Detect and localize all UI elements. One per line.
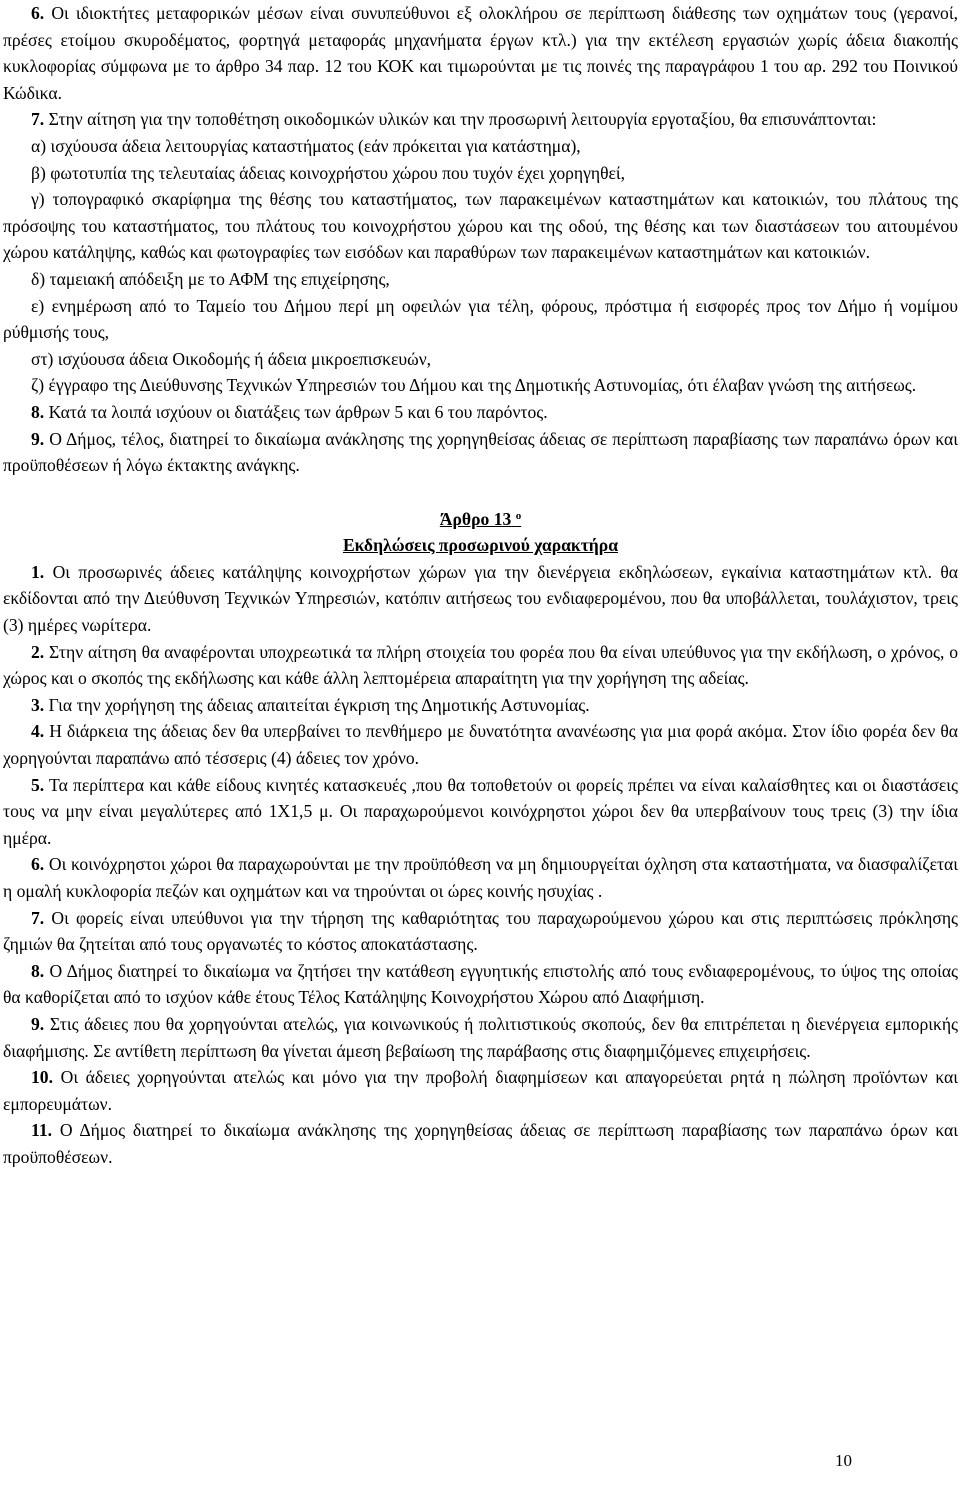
article-item-1	[3, 559, 958, 639]
item-number: 7.	[31, 109, 45, 130]
article-item-3	[3, 692, 958, 719]
item-number: 5.	[31, 774, 45, 795]
item-number: 1.	[31, 561, 45, 582]
article-item-6	[3, 851, 958, 904]
item-text: Τα περίπτερα και κάθε είδους κινητές κατασκευές ,που θα τοποθετούν οι φορείς πρέπει να είναι καλαίσθητες και οι διαστάσεις τους να μην είναι μεγαλύτερες από 1Χ1,5 μ. Οι παραχωρούμενοι κοινόχρηστοι χώροι δεν θα υπερβαίνουν τους τρεις (3) την ίδια ημέρα.	[3, 774, 958, 848]
article-item-10	[3, 1064, 958, 1117]
article-subtitle-text: Εκδηλώσεις προσωρινού χαρακτήρα	[342, 535, 619, 556]
item-text: Στην αίτηση για την τοποθέτηση οικοδομικών υλικών και την προσωρινή λειτουργία εργοταξίου, θα επισυνάπτονται:	[48, 109, 877, 130]
item-number: 7.	[31, 907, 45, 928]
item-number: 3.	[31, 694, 45, 715]
item-number: 9.	[31, 1013, 45, 1034]
item-text: Οι ιδιοκτήτες μεταφορικών μέσων είναι συνυπεύθυνοι εξ ολοκλήρου σε περίπτωση διάθεσης των οχημάτων τους (γερανοί, πρέσες ετοίμου σκυροδέματος, φορτηγά μεταφοράς μηχανήματα έργων κτλ.) για την εκτέλεση εργασιών χωρίς άδεια διακοπής κυκλοφορίας σύμφωνα με το άρθρο 34 παρ. 12 του ΚΟΚ και τιμωρούνται με τις ποινές της παραγράφου 1 του αρ. 292 του Ποινικού Κώδικα.	[3, 3, 958, 103]
item-text: Ο Δήμος διατηρεί το δικαίωμα να ζητήσει την κατάθεση εγγυητικής επιστολής από τους ενδιαφερομένους, το ύψος της οποίας θα καθορίζεται από το ισχύον κάθε έτους Τέλος Κατάληψης Κοινοχρήστου Χώρου από Διαφήμιση.	[3, 960, 958, 1008]
subitem-b: β) φωτοτυπία της τελευταίας άδειας κοινοχρήστου χώρου που τυχόν έχει χορηγηθεί,	[31, 162, 626, 183]
item-text: Η διάρκεια της άδειας δεν θα υπερβαίνει το πενθήμερο με δυνατότητα ανανέωσης για μια φορά ακόμα. Στον ίδιο φορέα δεν θα χορηγούνται παραπάνω από τέσσερις (4) άδειες τον χρόνο.	[3, 721, 958, 769]
article-item-5	[3, 772, 958, 852]
item-number: 4.	[31, 721, 45, 742]
paragraph-6	[3, 0, 958, 106]
article-item-8	[3, 958, 958, 1011]
item-text: Στην αίτηση θα αναφέρονται υποχρεωτικά τα πλήρη στοιχεία του φορέα που θα είναι υπεύθυνος για την εκδήλωση, ο χρόνος, ο χώρος και ο σκοπός της εκδήλωσης και κάθε άλλη λεπτομέρεια απαραίτητη για την χορήγηση της αδείας.	[3, 641, 958, 689]
item-text: Οι άδειες χορηγούνται ατελώς και μόνο για την προβολή διαφημίσεων και απαγορεύεται ρητά η πώληση προϊόντων και εμπορευμάτων.	[3, 1067, 958, 1114]
article-item-7	[3, 905, 958, 958]
item-number: 8.	[31, 401, 45, 422]
article-subtitle	[3, 532, 958, 559]
item-number: 6.	[31, 854, 45, 875]
subitem-st: στ) ισχύουσα άδεια Οικοδομής ή άδεια μικροεπισκευών,	[31, 348, 432, 369]
item-text: Στις άδειες που θα χορηγούνται ατελώς, για κοινωνικούς ή πολιτιστικούς σκοπούς, δεν θα επιτρέπεται η διενέργεια εμπορικής διαφήμισης. Σε αντίθετη περίπτωση θα γίνεται άμεση βεβαίωση της παράβασης στις διαφημιζόμενες επιχειρήσεις.	[3, 1013, 958, 1061]
paragraph-9	[3, 426, 958, 479]
item-number: 11.	[31, 1120, 53, 1141]
page-number: 10	[835, 1451, 852, 1471]
article-item-11	[3, 1117, 958, 1170]
paragraph-7	[3, 106, 958, 133]
subitem-z: ζ) έγγραφο της Διεύθυνσης Τεχνικών Υπηρεσιών του Δήμου και της Δημοτικής Αστυνομίας, ότι έλαβαν γνώση της αιτήσεως.	[31, 375, 917, 396]
item-text: Κατά τα λοιπά ισχύουν οι διατάξεις των άρθρων 5 και 6 του παρόντος.	[48, 401, 548, 422]
article-title-sup: ο	[515, 509, 522, 522]
item-text: Ο Δήμος, τέλος, διατηρεί το δικαίωμα ανάκλησης της χορηγηθείσας άδειας σε περίπτωση παραβίασης των παραπάνω όρων και προϋποθέσεων ή λόγω έκτακτης ανάγκης.	[3, 428, 959, 476]
article-item-9	[3, 1011, 958, 1064]
subitem-c: γ) τοπογραφικό σκαρίφημα της θέσης του καταστήματος, των παρακειμένων καταστημάτων και κατοικιών, του πλάτους της πρόσοψης του καταστήματος, του πλάτους του κοινοχρήστου χώρου και της οδού, της θέσης και των διαστάσεων του αιτουμένου χώρου κατάληψης, καθώς και φωτογραφίες των εισόδων και παραθύρων των παρακειμένων καταστημάτων και κατοικιών.	[3, 189, 958, 263]
article-item-4	[3, 718, 958, 771]
spacer	[3, 479, 958, 506]
article-title-text: Άρθρο 13	[439, 508, 512, 529]
paragraph-8	[3, 399, 958, 426]
subitem-a: α) ισχύουσα άδεια λειτουργίας καταστήματος (εάν πρόκειται για κατάστημα),	[31, 135, 581, 156]
article-item-2	[3, 639, 958, 692]
item-number: 9.	[31, 428, 45, 449]
item-text: Ο Δήμος διατηρεί το δικαίωμα ανάκλησης της χορηγηθείσας άδειας σε περίπτωση παραβίασης των παραπάνω όρων και προϋποθέσεων.	[3, 1120, 958, 1167]
item-number: 6.	[31, 3, 45, 23]
article-title	[3, 506, 958, 533]
item-text: Οι κοινόχρηστοι χώροι θα παραχωρούνται με την προϋπόθεση να μη δημιουργείται όχληση στα καταστήματα, να διασφαλίζεται η ομαλή κυκλοφορία πεζών και οχημάτων και να τηρούνται οι ώρες κοινής ησυχίας .	[3, 854, 958, 901]
item-text: Οι προσωρινές άδειες κατάληψης κοινοχρήστων χώρων για την διενέργεια εκδηλώσεων, εγκαίνια καταστημάτων κτλ. θα εκδίδονται από την Διεύθυνση Τεχνικών Υπηρεσιών, κατόπιν αιτήσεως του ενδιαφερομένου, που θα υποβάλλεται, τουλάχιστον, τρεις (3) ημέρες νωρίτερα.	[3, 561, 958, 636]
subitem-d: δ) ταμειακή απόδειξη με το ΑΦΜ της επιχείρησης,	[31, 268, 390, 289]
item-text: Για την χορήγηση της άδειας απαιτείται έγκριση της Δημοτικής Αστυνομίας.	[48, 694, 590, 715]
item-number: 10.	[31, 1067, 53, 1088]
item-text: Οι φορείς είναι υπεύθυνοι για την τήρηση της καθαριότητας του παραχωρούμενου χώρου και στις περιπτώσεις πρόκλησης ζημιών θα ζητείται από τους οργανωτές το κόστος αποκατάστασης.	[3, 907, 958, 955]
subitem-e: ε) ενημέρωση από το Ταμείο του Δήμου περί μη οφειλών για τέλη, φόρους, πρόστιμα ή εισφορές προς τον Δήμο ή νομίμου ρύθμισής τους,	[3, 295, 958, 343]
item-number: 2.	[31, 641, 45, 662]
item-number: 8.	[31, 960, 45, 981]
